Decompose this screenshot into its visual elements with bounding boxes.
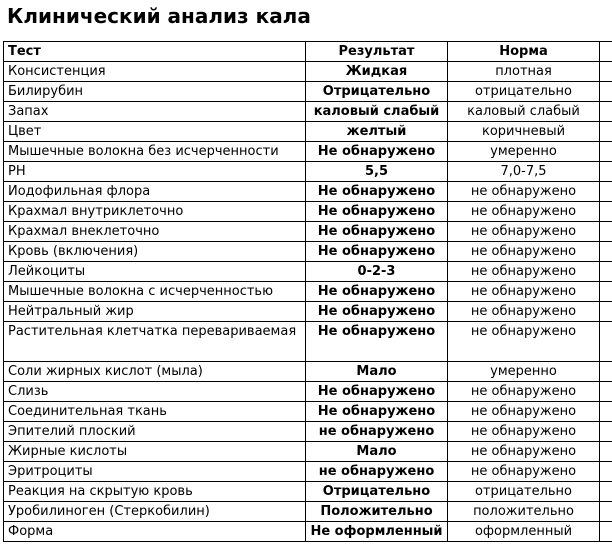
norm-cell: не обнаружено — [448, 422, 600, 442]
norm-cell: не обнаружено — [448, 202, 600, 222]
test-name-cell: Лейкоциты — [4, 262, 306, 282]
norm-cell: 7,0-7,5 — [448, 162, 600, 182]
result-cell: Не обнаружено — [306, 222, 448, 242]
result-cell: Отрицательно — [306, 82, 448, 102]
table-row — [4, 442, 612, 462]
table-row — [4, 62, 612, 82]
table-row — [4, 402, 612, 422]
test-name-cell: Жирные кислоты — [4, 442, 306, 462]
extra-cell — [600, 122, 612, 142]
test-name-cell: Билирубин — [4, 82, 306, 102]
test-name-cell: Консистенция — [4, 62, 306, 82]
table-row — [4, 302, 612, 322]
page-title: Клинический анализ кала — [7, 4, 311, 28]
extra-cell — [600, 502, 612, 522]
test-name-cell: Нейтральный жир — [4, 302, 306, 322]
test-name-cell: Крахмал внутриклеточно — [4, 202, 306, 222]
extra-cell — [600, 402, 612, 422]
result-cell: Не обнаружено — [306, 322, 448, 362]
test-name-cell: Эритроциты — [4, 462, 306, 482]
result-cell: Мало — [306, 362, 448, 382]
extra-cell — [600, 302, 612, 322]
table-row — [4, 522, 612, 542]
norm-cell: коричневый — [448, 122, 600, 142]
extra-cell — [600, 382, 612, 402]
table-row — [4, 262, 612, 282]
extra-cell — [600, 82, 612, 102]
result-cell: Не обнаружено — [306, 282, 448, 302]
table-row — [4, 82, 612, 102]
extra-cell — [600, 162, 612, 182]
test-name-cell: Соли жирных кислот (мыла) — [4, 362, 306, 382]
table-row — [4, 362, 612, 382]
table-row — [4, 242, 612, 262]
result-cell: Отрицательно — [306, 482, 448, 502]
result-cell: Жидкая — [306, 62, 448, 82]
norm-cell: не обнаружено — [448, 182, 600, 202]
table-row — [4, 382, 612, 402]
test-name-cell: Растительная клетчатка перевариваемая — [4, 322, 306, 362]
norm-cell: не обнаружено — [448, 442, 600, 462]
table-row — [4, 282, 612, 302]
result-cell: не обнаружено — [306, 462, 448, 482]
test-name-cell: Запах — [4, 102, 306, 122]
table-row — [4, 102, 612, 122]
table-row — [4, 482, 612, 502]
extra-cell — [600, 322, 612, 362]
extra-cell — [600, 102, 612, 122]
header-test: Тест — [4, 42, 306, 62]
norm-cell: не обнаружено — [448, 402, 600, 422]
table-row — [4, 202, 612, 222]
table-row — [4, 502, 612, 522]
result-cell: Положительно — [306, 502, 448, 522]
extra-cell — [600, 362, 612, 382]
norm-cell: умеренно — [448, 362, 600, 382]
norm-cell: не обнаружено — [448, 302, 600, 322]
result-cell: желтый — [306, 122, 448, 142]
result-cell: Не обнаружено — [306, 182, 448, 202]
table-row — [4, 182, 612, 202]
table-row — [4, 222, 612, 242]
table-row — [4, 122, 612, 142]
results-table — [3, 41, 612, 542]
norm-cell: не обнаружено — [448, 322, 600, 362]
result-cell: Не оформленный — [306, 522, 448, 542]
table-row — [4, 462, 612, 482]
test-name-cell: PH — [4, 162, 306, 182]
test-name-cell: Форма — [4, 522, 306, 542]
extra-cell — [600, 242, 612, 262]
table-row — [4, 162, 612, 182]
test-name-cell: Слизь — [4, 382, 306, 402]
norm-cell: не обнаружено — [448, 382, 600, 402]
extra-cell — [600, 182, 612, 202]
table-header-row — [4, 42, 612, 62]
norm-cell: умеренно — [448, 142, 600, 162]
test-name-cell: Эпителий плоский — [4, 422, 306, 442]
result-cell: Мало — [306, 442, 448, 462]
result-cell: Не обнаружено — [306, 402, 448, 422]
norm-cell: положительно — [448, 502, 600, 522]
extra-cell — [600, 62, 612, 82]
test-name-cell: Иодофильная флора — [4, 182, 306, 202]
norm-cell: не обнаружено — [448, 462, 600, 482]
result-cell: каловый слабый — [306, 102, 448, 122]
extra-cell — [600, 282, 612, 302]
extra-cell — [600, 222, 612, 242]
norm-cell: отрицательно — [448, 82, 600, 102]
norm-cell: оформленный — [448, 522, 600, 542]
extra-cell — [600, 262, 612, 282]
table-row — [4, 322, 612, 362]
table-row — [4, 422, 612, 442]
norm-cell: не обнаружено — [448, 242, 600, 262]
test-name-cell: Уробилиноген (Стеркобилин) — [4, 502, 306, 522]
extra-cell — [600, 522, 612, 542]
extra-cell — [600, 142, 612, 162]
norm-cell: не обнаружено — [448, 282, 600, 302]
extra-cell — [600, 482, 612, 502]
result-cell: не обнаружено — [306, 422, 448, 442]
test-name-cell: Соединительная ткань — [4, 402, 306, 422]
norm-cell: не обнаружено — [448, 262, 600, 282]
table-row — [4, 142, 612, 162]
extra-cell — [600, 422, 612, 442]
header-norm: Норма — [448, 42, 600, 62]
test-name-cell: Кровь (включения) — [4, 242, 306, 262]
extra-cell — [600, 442, 612, 462]
result-cell: Не обнаружено — [306, 382, 448, 402]
header-result: Результат — [306, 42, 448, 62]
test-name-cell: Реакция на скрытую кровь — [4, 482, 306, 502]
result-cell: 0-2-3 — [306, 262, 448, 282]
header-extra-cell — [600, 42, 612, 62]
norm-cell: плотная — [448, 62, 600, 82]
result-cell: 5,5 — [306, 162, 448, 182]
norm-cell: не обнаружено — [448, 222, 600, 242]
result-cell: Не обнаружено — [306, 202, 448, 222]
test-name-cell: Цвет — [4, 122, 306, 142]
result-cell: Не обнаружено — [306, 242, 448, 262]
test-name-cell: Мышечные волокна без исчерченности — [4, 142, 306, 162]
test-name-cell: Крахмал внеклеточно — [4, 222, 306, 242]
norm-cell: отрицательно — [448, 482, 600, 502]
norm-cell: каловый слабый — [448, 102, 600, 122]
test-name-cell: Мышечные волокна с исчерченностью — [4, 282, 306, 302]
result-cell: Не обнаружено — [306, 302, 448, 322]
extra-cell — [600, 462, 612, 482]
extra-cell — [600, 202, 612, 222]
result-cell: Не обнаружено — [306, 142, 448, 162]
